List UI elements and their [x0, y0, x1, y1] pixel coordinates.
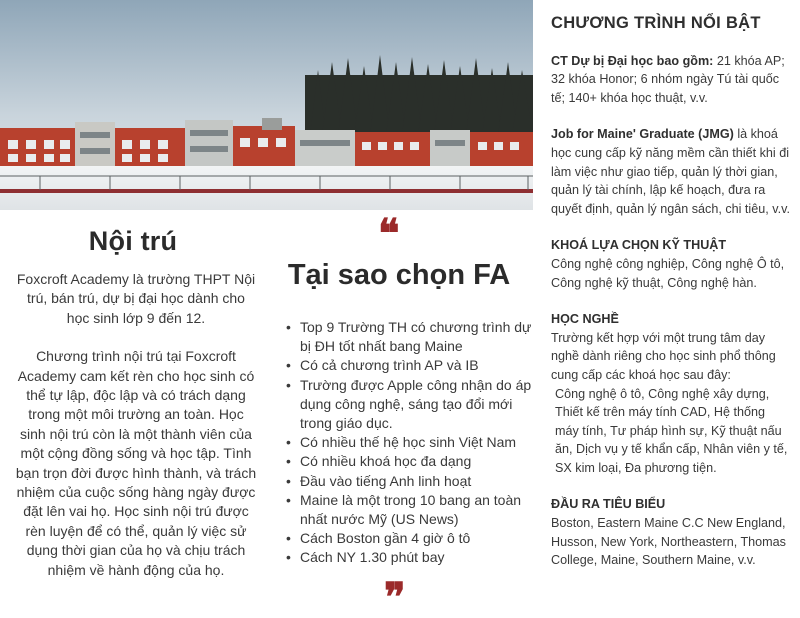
jmg-label: Job for Maine' Graduate (JMG)	[551, 127, 734, 142]
reason-item: • Có nhiều khoá học đa dạng	[300, 452, 532, 471]
boarding-title: Nội trú	[88, 226, 178, 256]
reason-item: • Cách NY 1.30 phút bay	[300, 548, 532, 567]
open-quote-icon: ❝	[378, 210, 400, 257]
close-quote-icon: ❞	[384, 574, 406, 618]
campus-photo	[0, 0, 533, 210]
vocational-courses: Công nghệ ô tô, Công nghệ xây dựng, Thiết kế trên máy tính CAD, Hệ thống máy tính, Tư pháp hình sự, Kỹ thuật nấu ăn, Dịch vụ y tế khẩn cấp, Nhân viên y tế, SX kim loại, Đa phương tiện.	[555, 386, 788, 475]
vocational-heading: HỌC NGHỀ	[551, 312, 619, 327]
why-fa-title: Tại sao chọn FA	[287, 259, 511, 291]
featured-programs	[551, 14, 791, 570]
vocational-intro: Trường kết hợp với một trung tâm day nghề dành riêng cho học sinh phổ thông cung cấp các khoá học sau đây:	[551, 330, 776, 382]
featured-programs-title: CHƯƠNG TRÌNH NỔI BẬT	[551, 14, 761, 32]
technical-block	[551, 236, 791, 292]
outcomes-text: Boston, Eastern Maine C.C New England, Husson, New York, Northeastern, Thomas College, Maine, Southern Maine, v.v.	[551, 516, 786, 568]
reason-item: • Cách Boston gần 4 giờ ô tô	[300, 529, 532, 548]
outcomes-heading: ĐẦU RA TIÊU BIỂU	[551, 497, 666, 512]
jmg-text: là khoá học cung cấp kỹ năng mềm cần thiết khi đi làm việc như giao tiếp, quản lý thời gian, quản lý tài chính, lập kế hoạch, đưa ra quyết định, quản lý ngân sách, chi tiêu, v.v.	[551, 127, 790, 216]
reason-item: • Có cả chương trình AP và IB	[300, 356, 532, 375]
technical-heading: KHOÁ LỰA CHỌN KỸ THUẬT	[551, 238, 727, 253]
technical-text: Công nghệ công nghiệp, Công nghệ Ô tô, Công nghệ kỹ thuật, Công nghệ hàn.	[551, 256, 785, 290]
prep-program-text: 21 khóa AP; 32 khóa Honor; 6 nhóm ngày Tú tài quốc tế; 140+ khóa học thuật, v.v.	[551, 53, 785, 105]
reason-item: • Maine là một trong 10 bang an toàn nhất nước Mỹ (US News)	[300, 491, 532, 529]
reason-item: • Đầu vào tiếng Anh linh hoạt	[300, 472, 532, 491]
prep-program-block	[551, 52, 791, 108]
boarding-description	[14, 270, 258, 580]
vocational-block	[551, 310, 791, 477]
boarding-paragraph-intro: Foxcroft Academy là trường THPT Nội trú, bán trú, dự bị đại học dành cho học sinh lớp 9 đến 12.	[16, 271, 256, 326]
jmg-block	[551, 125, 791, 218]
campus-photo-illustration	[0, 0, 533, 210]
reason-item: • Trường được Apple công nhận do áp dụng công nghệ, sáng tạo đổi mới trong giáo dục.	[300, 376, 532, 434]
boarding-paragraph-program: Chương trình nội trú tại Foxcroft Academy cam kết rèn cho học sinh có thể tự lập, độc lập và có trách dạng trong một môi trường an toàn. Học sinh nội trú còn là một thành viên của một cộng đồng sống và học tập. Tình bạn trọn đời được hình thành, và trách nhiệm của cuộc sống hàng ngày được đặt lên vai họ. Học sinh nội trú được rèn luyện để có thể, quản lý việc sử dụng thời gian của họ và chịu trách nhiệm về hành động của họ.	[15, 348, 257, 578]
reasons-list	[300, 318, 532, 568]
outcomes-block	[551, 495, 791, 569]
reason-item: • Có nhiều thế hệ học sinh Việt Nam	[300, 433, 532, 452]
prep-program-label: CT Dự bị Đại học bao gồm:	[551, 53, 714, 68]
reason-item: • Top 9 Trường TH có chương trình dự bị ĐH tốt nhất bang Maine	[300, 318, 532, 356]
